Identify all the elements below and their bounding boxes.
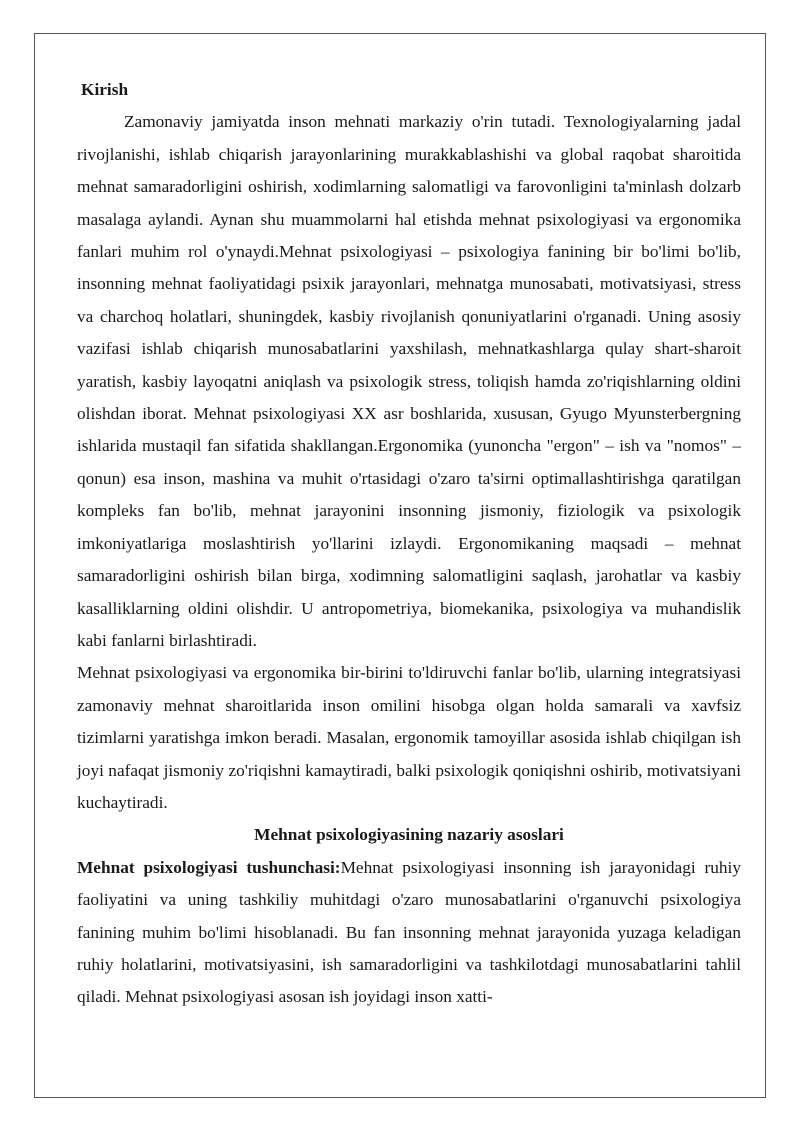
document-body — [77, 74, 741, 1014]
section-heading: Mehnat psixologiyasining nazariy asoslari — [254, 825, 564, 845]
intro-paragraph: Zamonaviy jamiyatda inson mehnati markaziy o'rin tutadi. Texnologiyalarning jadal rivojlanishi, ishlab chiqarish jarayonlarining murakkablashishi va global raqobat sharoitida mehnat samaradorligini oshirish, xodimlarning salomatligi va farovonligini ta'minlash dolzarb masalaga aylandi. Aynan shu muammolarni hal etishda mehnat psixologiyasi va ergonomika fanlari muhim rol o'ynaydi.Mehnat psixologiyasi – psixologiya fanining bir bo'limi bo'lib, insonning mehnat faoliyatidagi psixik jarayonlari, mehnatga munosabati, motivatsiyasi, stress va charchoq holatlari, shuningdek, kasbiy rivojlanish qonuniyatlarini o'rganadi. Uning asosiy vazifasi ishlab chiqarish munosabatlarini yaxshilash, mehnatkashlarga qulay shart-sharoit yaratish, kasbiy layoqatni aniqlash va psixologik stress, toliqish hamda zo'riqishlarning oldini olishdan iborat. Mehnat psixologiyasi XX asr boshlarida, xususan, Gyugo Myunsterbergning ishlarida mustaqil fan sifatida shakllangan.Ergonomika (yunoncha "ergon" – ish va "nomos" – qonun) esa inson, mashina va muhit o'rtasidagi o'zaro ta'sirni optimallashtirishga qaratilgan kompleks fan bo'lib, mehnat jarayonini insonning jismoniy, fiziologik va psixologik imkoniyatlariga moslashtirish yo'llarini izlaydi. Ergonomikaning maqsadi – mehnat samaradorligini oshirish bilan birga, xodimning salomatligini saqlash, jarohatlar va kasbiy kasalliklarning oldini olishdir. U antropometriya, biomekanika, psixologiya va muhandislik kabi fanlarni birlashtiradi. — [77, 112, 741, 650]
concept-text: Mehnat psixologiyasi insonning ish jarayonidagi ruhiy faoliyatini va uning tashkiliy muhitdagi o'zaro munosabatlarini o'rganuvchi psixologiya fanining muhim bo'limi hisoblanadi. Bu fan insonning mehnat jarayonida yuzaga keladigan ruhiy holatlarini, motivatsiyasini, ish samaradorligini va tashkilotdagi munosabatlarini tahlil qiladi. Mehnat psixologiyasi asosan ish joyidagi inson xatti- — [77, 857, 742, 1007]
intro-heading: Kirish — [81, 80, 129, 99]
concept-term: Mehnat psixologiyasi tushunchasi: — [77, 857, 341, 877]
second-paragraph: Mehnat psixologiyasi va ergonomika bir-birini to'ldiruvchi fanlar bo'lib, ularning integratsiyasi zamonaviy mehnat sharoitlarida inson omilini hisobga olgan holda samarali va xavfsiz tizimlarni yaratishga imkon beradi. Masalan, ergonomik tamoyillar asosida ishlab chiqilgan ish joyi nafaqat jismoniy zo'riqishni kamaytiradi, balki psixologik qoniqishni oshirib, motivatsiyani kuchaytiradi. — [77, 663, 741, 812]
concept-paragraph — [77, 852, 741, 1014]
